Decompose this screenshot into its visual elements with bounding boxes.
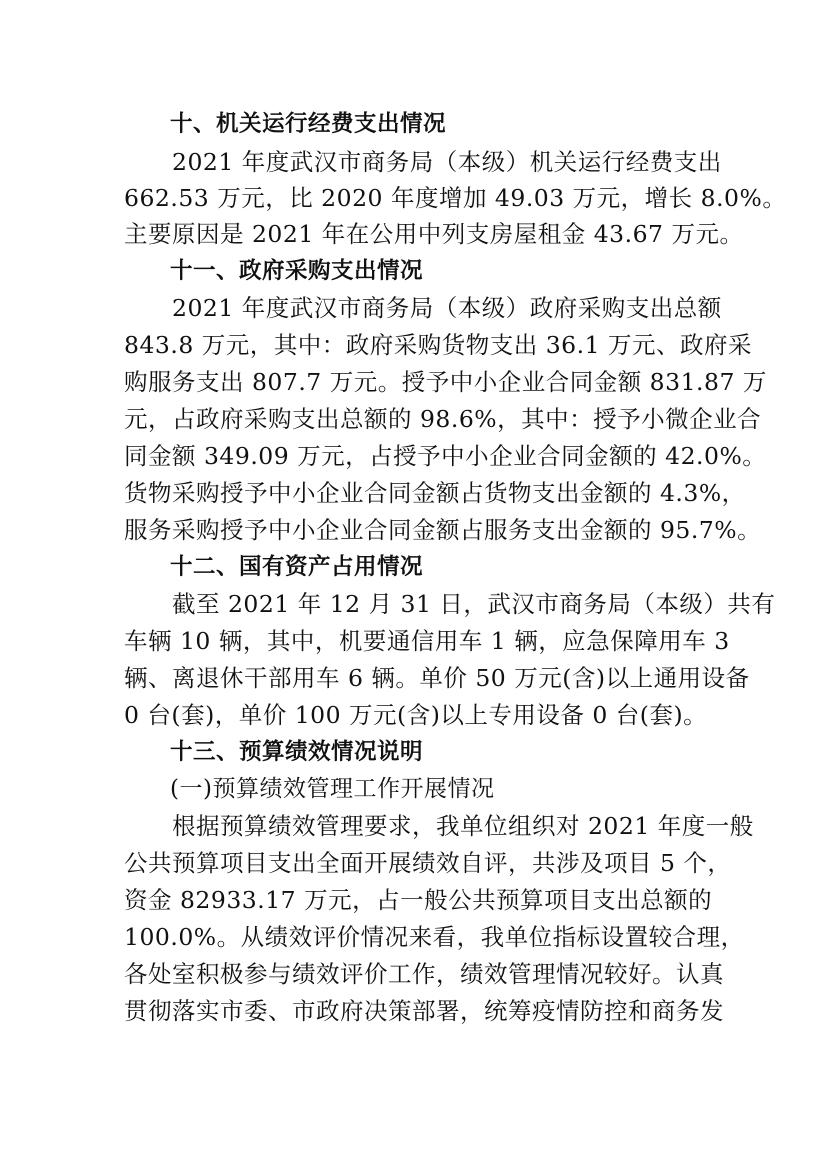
paragraph-line: 截至 2021 年 12 月 31 日，武汉市商务局（本级）共有 [124,590,776,618]
paragraph-line: 2021 年度武汉市商务局（本级）机关运行经费支出 [124,148,722,176]
paragraph-line: 货物采购授予中小企业合同金额占货物支出金额的 4.3%， [124,479,746,507]
paragraph-line: 同金额 349.09 万元，占授予中小企业合同金额的 42.0%。 [124,442,767,470]
paragraph-line: 根据预算绩效管理要求，我单位组织对 2021 年度一般 [124,812,754,840]
paragraph-line: 主要原因是 2021 年在公用中列支房屋租金 43.67 万元。 [124,220,744,248]
paragraph-line: 资金 82933.17 万元，占一般公共预算项目支出总额的 [124,886,713,914]
paragraph-line: 100.0%。从绩效评价情况来看，我单位指标设置较合理， [124,923,745,951]
paragraph-line: 0 台(套)，单价 100 万元(含)以上专用设备 0 台(套)。 [124,701,708,729]
paragraph-line: 服务采购授予中小企业合同金额占服务支出金额的 95.7%。 [124,516,762,544]
section-heading-12: 十二、国有资产占用情况 [170,554,424,580]
subsection-heading: (一)预算绩效管理工作开展情况 [170,776,495,802]
paragraph-line: 843.8 万元，其中：政府采购货物支出 36.1 万元、政府采 [124,331,753,359]
section-heading-10: 十、机关运行经费支出情况 [170,111,447,137]
paragraph-line: 贯彻落实市委、市政府决策部署，统筹疫情防控和商务发 [124,997,724,1025]
section-heading-13: 十三、预算绩效情况说明 [170,739,424,765]
paragraph-line: 元，占政府采购支出总额的 98.6%，其中：授予小微企业合 [124,405,762,433]
paragraph-line: 662.53 万元，比 2020 年度增加 49.03 万元，增长 8.0%。 [124,184,787,212]
paragraph-line: 2021 年度武汉市商务局（本级）政府采购支出总额 [124,294,722,322]
paragraph-line: 购服务支出 807.7 万元。授予中小企业合同金额 831.87 万 [124,368,767,396]
section-heading-11: 十一、政府采购支出情况 [170,258,424,284]
paragraph-line: 公共预算项目支出全面开展绩效自评，共涉及项目 5 个， [124,849,732,877]
paragraph-line: 辆、离退休干部用车 6 辆。单价 50 万元(含)以上通用设备 [124,664,750,692]
paragraph-line: 车辆 10 辆，其中，机要通信用车 1 辆，应急保障用车 3 [124,627,730,655]
paragraph-line: 各处室积极参与绩效评价工作，绩效管理情况较好。认真 [124,960,724,988]
